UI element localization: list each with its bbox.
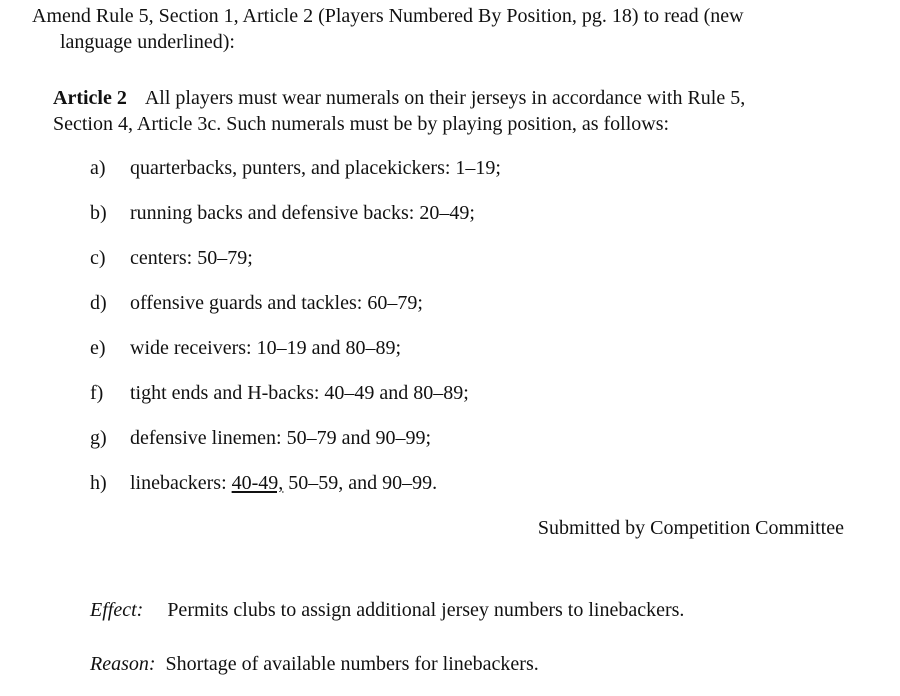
amendment-intro-line-2: language underlined): xyxy=(60,31,235,53)
list-item-text: wide receivers: 10–19 and 80–89; xyxy=(130,337,402,359)
list-marker: b) xyxy=(90,202,107,224)
list-item xyxy=(90,245,501,290)
list-item-text-suffix: 50–59, and 90–99. xyxy=(283,472,438,494)
list-item-text-prefix: linebackers: xyxy=(130,472,232,494)
article-2 xyxy=(53,85,853,137)
list-item xyxy=(90,470,501,515)
submitted-by: Submitted by Competition Committee xyxy=(537,517,844,539)
article-2-text-1: All players must wear numerals on their jerseys in accordance with Rule 5, xyxy=(144,87,746,109)
list-item-text: defensive linemen: 50–79 and 90–99; xyxy=(130,427,432,449)
list-marker: c) xyxy=(90,247,106,269)
list-marker: d) xyxy=(90,292,107,314)
article-2-line-1 xyxy=(53,85,853,111)
list-item-text: running backs and defensive backs: 20–49; xyxy=(130,202,475,224)
list-marker: a) xyxy=(90,157,106,179)
list-item xyxy=(90,380,501,425)
reason-label: Reason: xyxy=(90,653,156,675)
list-marker: h) xyxy=(90,472,107,494)
position-number-list xyxy=(90,155,501,515)
list-item xyxy=(90,290,501,335)
amendment-intro xyxy=(32,3,812,55)
reason-statement xyxy=(90,651,539,677)
new-language-underlined: 40-49, xyxy=(231,472,284,494)
list-item-text xyxy=(130,470,437,496)
reason-text: Shortage of available numbers for linebackers. xyxy=(165,653,539,675)
list-item xyxy=(90,200,501,245)
list-item-text: tight ends and H-backs: 40–49 and 80–89; xyxy=(130,382,469,404)
list-item xyxy=(90,335,501,380)
effect-text: Permits clubs to assign additional jersey numbers to linebackers. xyxy=(167,599,685,621)
list-item-text: quarterbacks, punters, and placekickers: 1–19; xyxy=(130,157,501,179)
list-item xyxy=(90,425,501,470)
list-marker: g) xyxy=(90,427,107,449)
article-label: Article 2 xyxy=(53,87,127,109)
article-2-line-2: Section 4, Article 3c. Such numerals must be by playing position, as follows: xyxy=(53,113,670,135)
list-item xyxy=(90,155,501,200)
effect-label: Effect: xyxy=(90,599,144,621)
list-item-text: centers: 50–79; xyxy=(130,247,253,269)
effect-statement xyxy=(90,597,684,623)
amendment-intro-line-1: Amend Rule 5, Section 1, Article 2 (Players Numbered By Position, pg. 18) to read (new xyxy=(32,5,744,27)
list-marker: e) xyxy=(90,337,106,359)
list-marker: f) xyxy=(90,382,104,404)
list-item-text: offensive guards and tackles: 60–79; xyxy=(130,292,423,314)
